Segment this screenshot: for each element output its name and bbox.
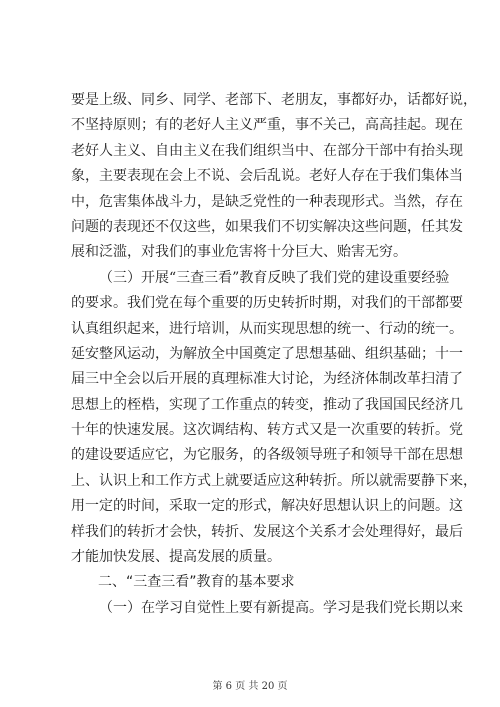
paragraph-line-16: 上、认识上和工作方式上就要适应这种转折。所以就需要静下来， [71,472,477,489]
paragraph-line-20: （一）在学习自觉性上要有新提高。学习是我们党长期以来 [99,599,463,616]
paragraph-line-17: 用一定的时间，采取一定的形式，解决好思想认识上的问题。这 [71,498,463,515]
paragraph-line-2: 不坚持原则；有的老好人主义严重，事不关己，高高挂起。现在 [71,117,463,134]
paragraph-line-10: 认真组织起来，进行培训，从而实现思想的统一、行动的统一。 [71,320,463,337]
paragraph-line-7: 展和泛滥，对我们的事业危害将十分巨大、贻害无穷。 [71,244,407,261]
paragraph-line-12: 届三中全会以后开展的真理标准大讨论，为经济体制改革扫清了 [71,371,463,388]
paragraph-line-11: 延安整风运动，为解放全中国奠定了思想基础、组织基础；十一 [71,345,463,362]
paragraph-line-9: 的要求。我们党在每个重要的历史转折时期，对我们的干部都要 [71,295,463,312]
document-body [71,88,477,621]
paragraph-line-8: （三）开展“三查三看”教育反映了我们党的建设重要经验 [99,269,450,286]
paragraph-line-3: 老好人主义、自由主义在我们组织当中、在部分干部中有抬头现 [71,142,463,159]
paragraph-line-1: 要是上级、同乡、同学、老部下、老朋友，事都好办，话都好说， [71,92,477,108]
paragraph-line-14: 十年的快速发展。这次调结构、转方式又是一次重要的转折。党 [71,422,463,439]
page-footer: 第 6 页 共 20 页 [212,681,288,692]
paragraph-line-4: 象，主要表现在会上不说、会后乱说。老好人存在于我们集体当 [71,168,463,185]
paragraph-line-19: 才能加快发展、提高发展的质量。 [71,549,281,566]
paragraph-line-13: 思想上的桎梏，实现了工作重点的转变，推动了我国国民经济几 [71,396,463,413]
paragraph-line-18: 样我们的转折才会快，转折、发展这个关系才会处理得好，最后 [71,523,463,540]
paragraph-line-6: 问题的表现还不仅这些，如果我们不切实解决这些问题，任其发 [71,218,463,235]
paragraph-line-5: 中，危害集体战斗力，是缺乏党性的一种表现形式。当然，存在 [71,193,463,210]
section-heading: 二、“三查三看”教育的基本要求 [98,574,295,591]
paragraph-line-15: 的建设要适应它，为它服务，的各级领导班子和领导干部在思想 [71,447,463,464]
